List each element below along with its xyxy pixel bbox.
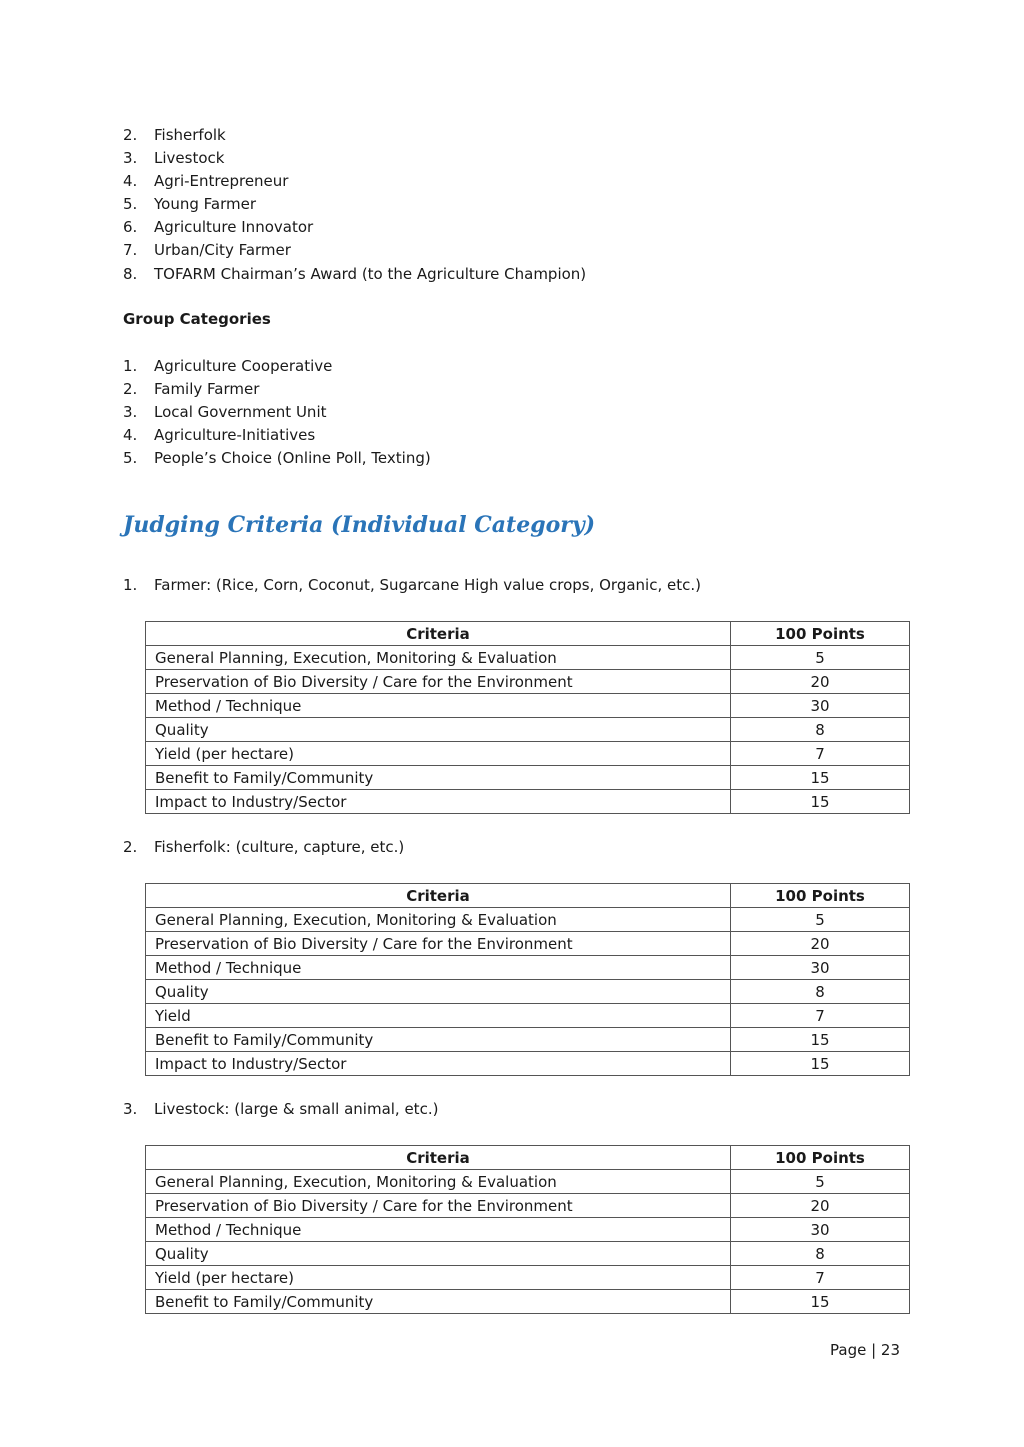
list-item — [123, 447, 431, 470]
criteria-cell: General Planning, Execution, Monitoring & Evaluation — [146, 1170, 731, 1194]
list-item — [123, 216, 586, 239]
table-row — [146, 1194, 910, 1218]
table-row — [146, 980, 910, 1004]
criteria-table-farmer — [145, 621, 910, 814]
group-categories-heading: Group Categories — [123, 310, 271, 328]
points-cell: 5 — [731, 1170, 910, 1194]
table-row — [146, 718, 910, 742]
table-row — [146, 908, 910, 932]
points-column-header: 100 Points — [731, 1146, 910, 1170]
table-row — [146, 956, 910, 980]
points-cell: 20 — [731, 932, 910, 956]
section-number: 3. — [123, 1100, 138, 1118]
points-cell: 15 — [731, 1290, 910, 1314]
list-number: 5. — [123, 449, 138, 468]
criteria-cell: Impact to Industry/Sector — [146, 1052, 731, 1076]
list-number: 7. — [123, 241, 138, 260]
section-heading-fisherfolk — [123, 838, 404, 856]
table-row — [146, 742, 910, 766]
section-heading-farmer — [123, 576, 701, 594]
table-header-row — [146, 622, 910, 646]
points-cell: 15 — [731, 1052, 910, 1076]
criteria-cell: General Planning, Execution, Monitoring & Evaluation — [146, 646, 731, 670]
criteria-cell: Method / Technique — [146, 956, 731, 980]
criteria-cell: Yield — [146, 1004, 731, 1028]
criteria-cell: Benefit to Family/Community — [146, 1290, 731, 1314]
table-row — [146, 1266, 910, 1290]
list-number: 3. — [123, 149, 138, 168]
points-cell: 5 — [731, 908, 910, 932]
list-item — [123, 401, 431, 424]
list-item — [123, 147, 586, 170]
table-row — [146, 1218, 910, 1242]
criteria-cell: Quality — [146, 980, 731, 1004]
list-label: Urban/City Farmer — [154, 241, 291, 260]
points-cell: 8 — [731, 980, 910, 1004]
list-number: 1. — [123, 357, 138, 375]
list-label: Livestock — [154, 149, 225, 168]
points-cell: 15 — [731, 1028, 910, 1052]
points-column-header: 100 Points — [731, 622, 910, 646]
criteria-cell: Preservation of Bio Diversity / Care for the Environment — [146, 932, 731, 956]
list-label: Agriculture Innovator — [154, 218, 314, 237]
section-detail: (large & small animal, etc.) — [234, 1100, 439, 1118]
points-cell: 7 — [731, 742, 910, 766]
table-row — [146, 1290, 910, 1314]
section-heading-livestock — [123, 1100, 438, 1118]
table-row — [146, 932, 910, 956]
criteria-cell: Quality — [146, 718, 731, 742]
list-label: Agriculture Cooperative — [154, 357, 333, 375]
list-label: Local Government Unit — [154, 403, 327, 422]
list-item — [123, 378, 431, 401]
list-item — [123, 239, 586, 262]
table-row — [146, 1004, 910, 1028]
list-number: 4. — [123, 172, 138, 191]
criteria-cell: Quality — [146, 1242, 731, 1266]
section-label: Livestock: — [154, 1100, 235, 1118]
points-cell: 15 — [731, 790, 910, 814]
list-item — [123, 355, 431, 378]
list-label: Agriculture-Initiatives — [154, 426, 316, 445]
table-row — [146, 1052, 910, 1076]
criteria-cell: Method / Technique — [146, 694, 731, 718]
section-label: Farmer: (Rice, — [154, 576, 264, 594]
points-cell: 15 — [731, 766, 910, 790]
table-row — [146, 766, 910, 790]
list-item — [123, 170, 586, 193]
table-row — [146, 646, 910, 670]
table-header-row — [146, 1146, 910, 1170]
points-cell: 30 — [731, 1218, 910, 1242]
list-number: 2. — [123, 126, 138, 144]
table-row — [146, 670, 910, 694]
list-label: Agri-Entrepreneur — [154, 172, 289, 191]
list-number: 4. — [123, 426, 138, 445]
section-detail: Corn, Coconut, Sugarcane High value crops, Organic, etc.) — [263, 576, 701, 594]
criteria-cell: Yield (per hectare) — [146, 1266, 731, 1290]
list-number: 8. — [123, 264, 138, 283]
criteria-column-header: Criteria — [146, 884, 731, 908]
criteria-cell: Yield (per hectare) — [146, 742, 731, 766]
section-number: 2. — [123, 838, 138, 856]
list-item — [123, 424, 431, 447]
criteria-cell: Preservation of Bio Diversity / Care for the Environment — [146, 1194, 731, 1218]
section-label: Fisherfolk: — [154, 838, 236, 856]
judging-criteria-title: Judging Criteria (Individual Category) — [123, 512, 596, 538]
points-cell: 20 — [731, 1194, 910, 1218]
table-row — [146, 694, 910, 718]
section-detail: (culture, capture, etc.) — [235, 838, 405, 856]
criteria-column-header: Criteria — [146, 622, 731, 646]
points-cell: 30 — [731, 956, 910, 980]
points-cell: 7 — [731, 1004, 910, 1028]
list-label: Fisherfolk — [154, 126, 226, 144]
table-row — [146, 1170, 910, 1194]
list-number: 2. — [123, 380, 138, 399]
list-number: 5. — [123, 195, 138, 214]
criteria-cell: Impact to Industry/Sector — [146, 790, 731, 814]
points-cell: 8 — [731, 718, 910, 742]
criteria-cell: Preservation of Bio Diversity / Care for the Environment — [146, 670, 731, 694]
points-cell: 5 — [731, 646, 910, 670]
table-row — [146, 1028, 910, 1052]
list-item — [123, 193, 586, 216]
list-label: Family Farmer — [154, 380, 260, 399]
list-item — [123, 124, 586, 147]
points-cell: 20 — [731, 670, 910, 694]
table-row — [146, 1242, 910, 1266]
points-cell: 8 — [731, 1242, 910, 1266]
list-number: 3. — [123, 403, 138, 422]
points-cell: 7 — [731, 1266, 910, 1290]
list-label: TOFARM Chairman’s Award (to the Agriculture Champion) — [154, 264, 587, 283]
points-cell: 30 — [731, 694, 910, 718]
criteria-column-header: Criteria — [146, 1146, 731, 1170]
page-number: Page | 23 — [830, 1341, 900, 1359]
list-number: 6. — [123, 218, 138, 237]
list-label: People’s Choice (Online Poll, Texting) — [154, 449, 431, 468]
section-number: 1. — [123, 576, 138, 594]
list-label: Young Farmer — [154, 195, 257, 214]
criteria-table-livestock — [145, 1145, 910, 1314]
criteria-cell: General Planning, Execution, Monitoring & Evaluation — [146, 908, 731, 932]
group-category-list — [123, 355, 431, 470]
criteria-cell: Benefit to Family/Community — [146, 766, 731, 790]
criteria-cell: Benefit to Family/Community — [146, 1028, 731, 1052]
criteria-cell: Method / Technique — [146, 1218, 731, 1242]
list-item — [123, 263, 586, 286]
table-row — [146, 790, 910, 814]
criteria-table-fisherfolk — [145, 883, 910, 1076]
points-column-header: 100 Points — [731, 884, 910, 908]
individual-category-list — [123, 124, 586, 286]
table-header-row — [146, 884, 910, 908]
